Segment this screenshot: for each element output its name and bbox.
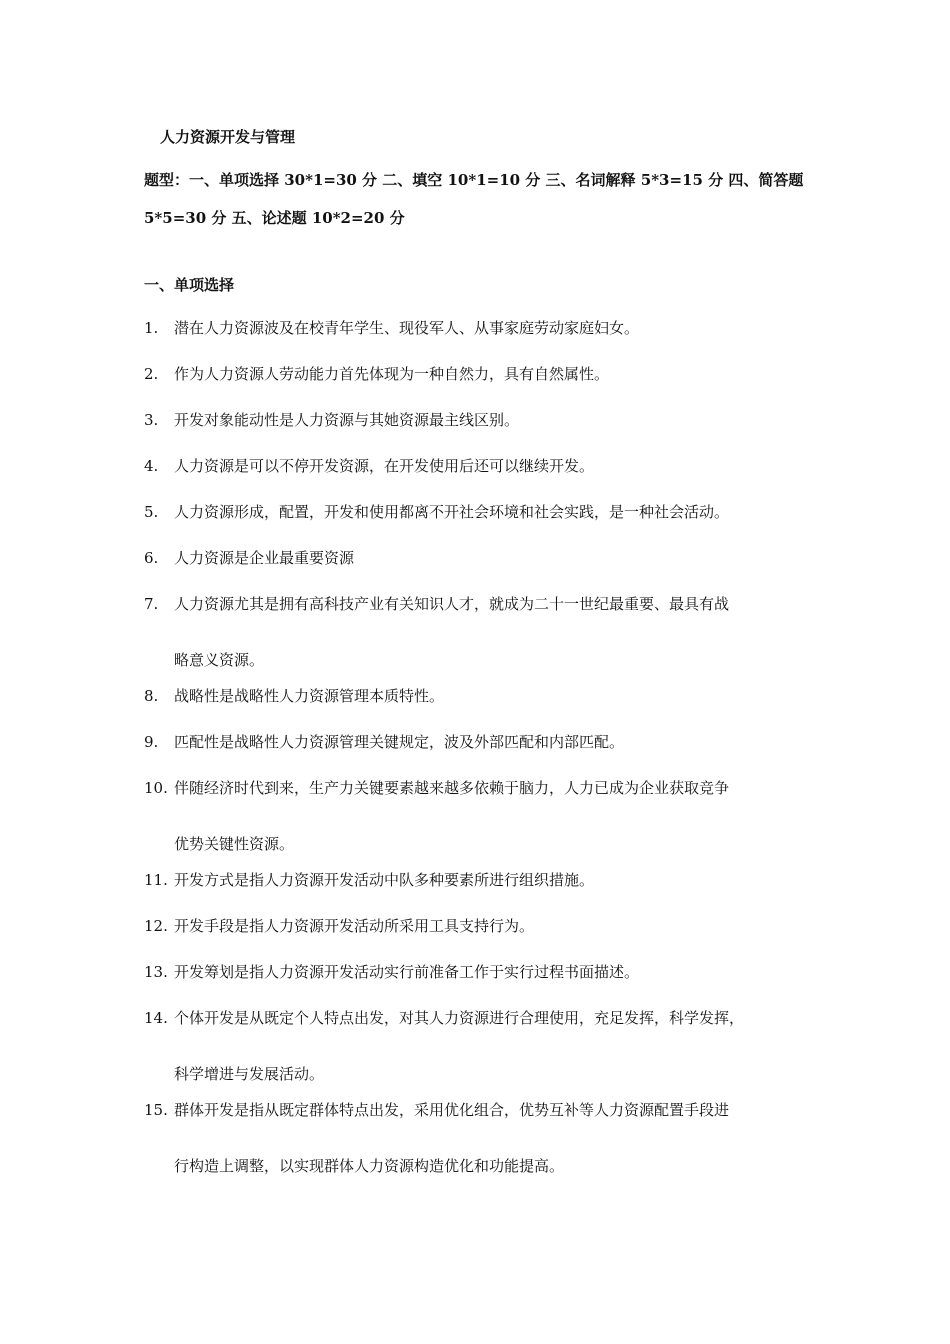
item-number: 15.	[144, 1101, 168, 1119]
list-item	[144, 686, 824, 732]
item-number: 13.	[144, 963, 168, 981]
item-text: 开发方式是指人力资源开发活动中队多种要素所进行组织措施。	[174, 871, 595, 889]
item-number: 10.	[144, 779, 168, 797]
item-text: 伴随经济时代到来，生产力关键要素越来越多依赖于脑力，人力已成为企业获取竞争	[174, 779, 730, 797]
item-text: 开发筹划是指人力资源开发活动实行前准备工作于实行过程书面描述。	[174, 963, 640, 981]
item-number: 1.	[144, 319, 159, 337]
item-text: 个体开发是从既定个人特点出发，对其人力资源进行合理使用，充足发挥，科学发挥，	[174, 1009, 745, 1027]
item-text-continued: 行构造上调整，以实现群体人力资源构造优化和功能提高。	[174, 1157, 565, 1175]
item-text-continued: 略意义资源。	[174, 651, 265, 669]
item-number: 9.	[144, 733, 159, 751]
item-number: 12.	[144, 917, 168, 935]
item-number: 7.	[144, 595, 159, 613]
section-heading-single-choice: 一、单项选择	[144, 276, 235, 294]
list-item	[144, 916, 824, 962]
item-number: 8.	[144, 687, 159, 705]
item-text: 人力资源尤其是拥有高科技产业有关知识人才，就成为二十一世纪最重要、最具有战	[174, 595, 730, 613]
list-item	[144, 410, 824, 456]
item-text: 匹配性是战略性人力资源管理关键规定，波及外部匹配和内部匹配。	[174, 733, 625, 751]
item-text: 群体开发是指从既定群体特点出发，采用优化组合，优势互补等人力资源配置手段进	[174, 1101, 730, 1119]
question-types-line-2: 5*5=30 分 五、论述题 10*2=20 分	[144, 209, 405, 227]
question-types	[144, 172, 814, 246]
item-number: 14.	[144, 1009, 168, 1027]
item-number: 4.	[144, 457, 159, 475]
item-number: 2.	[144, 365, 159, 383]
list-item	[144, 456, 824, 502]
item-text-continued: 科学增进与发展活动。	[174, 1065, 325, 1083]
item-text: 人力资源是可以不停开发资源，在开发使用后还可以继续开发。	[174, 457, 595, 475]
list-item	[144, 364, 824, 410]
list-item	[144, 732, 824, 778]
item-text: 人力资源形成，配置，开发和使用都离不开社会环境和社会实践，是一种社会活动。	[174, 503, 730, 521]
item-text: 人力资源是企业最重要资源	[174, 549, 355, 567]
document-title: 人力资源开发与管理	[160, 128, 296, 146]
list-item	[144, 594, 824, 686]
item-text-continued: 优势关键性资源。	[174, 835, 295, 853]
list-item	[144, 962, 824, 1008]
list-item	[144, 1100, 824, 1192]
question-types-line-1: 题型：一、单项选择 30*1=30 分 二、填空 10*1=10 分 三、名词解释 5*3=15 分 四、简答题	[144, 171, 804, 189]
item-number: 3.	[144, 411, 159, 429]
list-item	[144, 548, 824, 594]
list-item	[144, 870, 824, 916]
item-text: 开发对象能动性是人力资源与其她资源最主线区别。	[174, 411, 520, 429]
list-item	[144, 778, 824, 870]
item-number: 5.	[144, 503, 159, 521]
statement-list	[144, 318, 824, 1192]
list-item	[144, 502, 824, 548]
item-number: 6.	[144, 549, 159, 567]
item-number: 11.	[144, 871, 168, 889]
item-text: 潜在人力资源波及在校青年学生、现役军人、从事家庭劳动家庭妇女。	[174, 319, 640, 337]
item-text: 战略性是战略性人力资源管理本质特性。	[174, 687, 445, 705]
list-item	[144, 1008, 824, 1100]
item-text: 作为人力资源人劳动能力首先体现为一种自然力，具有自然属性。	[174, 365, 610, 383]
list-item	[144, 318, 824, 364]
item-text: 开发手段是指人力资源开发活动所采用工具支持行为。	[174, 917, 535, 935]
